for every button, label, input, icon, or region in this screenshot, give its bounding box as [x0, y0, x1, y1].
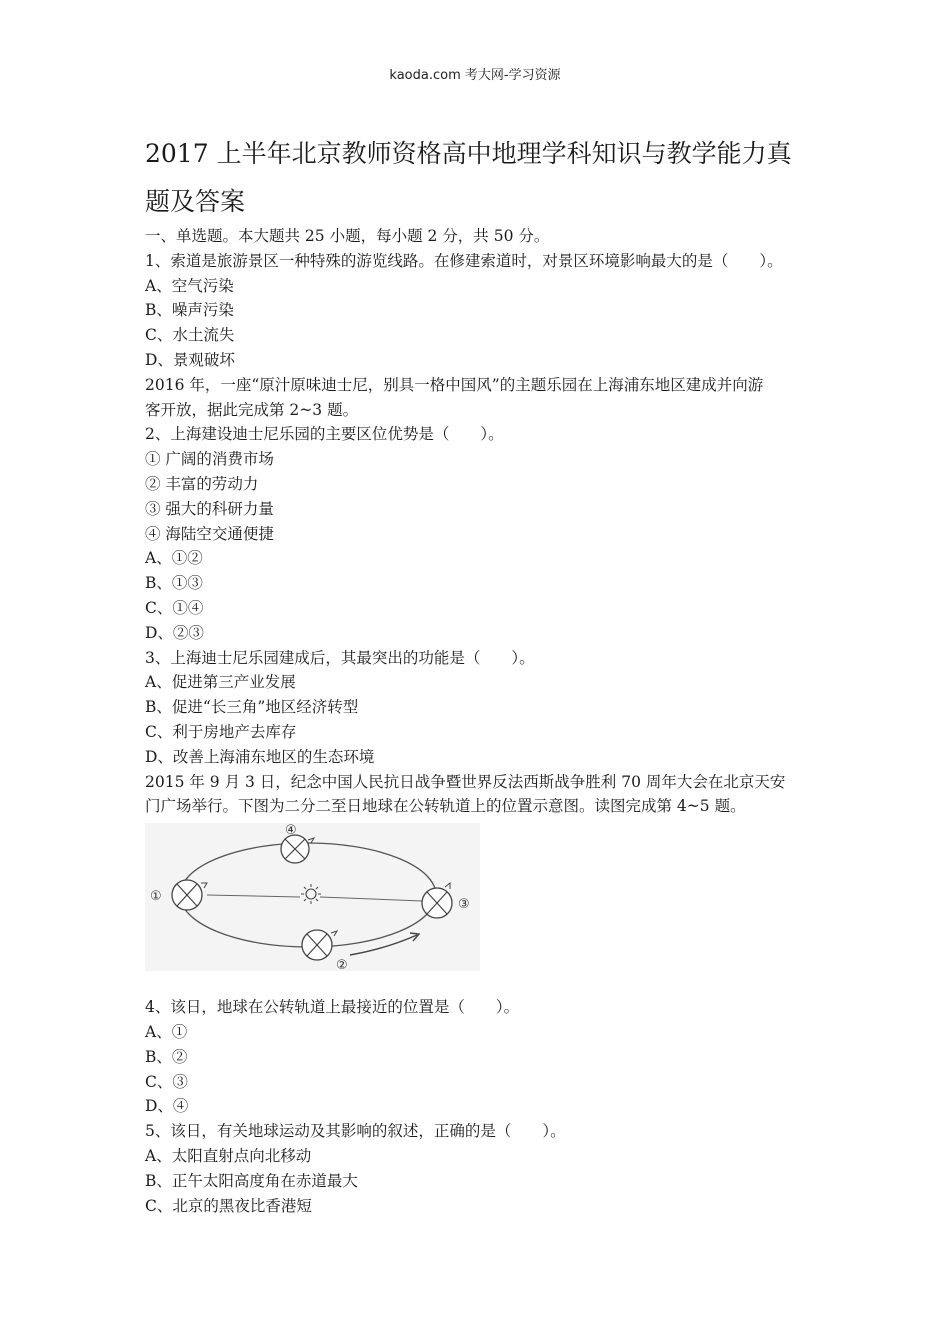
position-label-3: ③ [458, 897, 470, 913]
document-body [145, 224, 810, 1218]
question-4-option-b: B、② [145, 1047, 188, 1066]
passage-1-line-2: 客开放，据此完成第 2~3 题。 [145, 400, 359, 419]
question-4-option-c: C、③ [145, 1072, 188, 1091]
question-2-option-d: D、②③ [145, 623, 204, 642]
position-label-1: ① [150, 889, 162, 905]
question-3-option-d: D、改善上海浦东地区的生态环境 [145, 747, 375, 766]
question-3-option-a: A、促进第三产业发展 [145, 673, 296, 692]
question-1-stem: 1、索道是旅游景区一种特殊的游览线路。在修建索道时，对景区环境影响最大的是（ ）。 [145, 251, 783, 270]
question-4-option-a: A、① [145, 1022, 188, 1041]
title-line-2: 题及答案 [145, 187, 246, 216]
question-1-option-b: B、噪声污染 [145, 301, 234, 320]
question-5-stem: 5、该日，有关地球运动及其影响的叙述，正确的是（ ）。 [145, 1122, 566, 1141]
question-4-stem: 4、该日，地球在公转轨道上最接近的位置是（ ）。 [145, 998, 520, 1017]
question-2-option-a: A、①② [145, 549, 203, 568]
question-5-option-a: A、太阳直射点向北移动 [145, 1146, 312, 1165]
question-2-item-3: ③ 强大的科研力量 [145, 499, 274, 518]
question-2-stem: 2、上海建设迪士尼乐园的主要区位优势是（ ）。 [145, 425, 504, 444]
question-3-stem: 3、上海迪士尼乐园建成后，其最突出的功能是（ ）。 [145, 648, 535, 667]
question-1-option-a: A、空气污染 [145, 276, 234, 295]
question-3-option-b: B、促进“长三角”地区经济转型 [145, 698, 359, 717]
passage-2-line-2: 门广场举行。下图为二分二至日地球在公转轨道上的位置示意图。读图完成第 4~5 题。 [145, 797, 746, 816]
question-5-option-b: B、正午太阳高度角在赤道最大 [145, 1171, 358, 1190]
page-header: kaoda.com 考大网-学习资源 [389, 68, 561, 83]
position-label-4: ④ [285, 823, 297, 839]
passage-2-line-1: 2015 年 9 月 3 日，纪念中国人民抗日战争暨世界反法西斯战争胜利 70 周年大会在北京天安 [145, 772, 786, 791]
question-4-option-d: D、④ [145, 1097, 189, 1116]
question-2-option-b: B、①③ [145, 574, 203, 593]
question-1-option-d: D、景观破坏 [145, 350, 235, 369]
passage-1-line-1: 2016 年，一座“原汁原味迪士尼，别具一格中国风”的主题乐园在上海浦东地区建成并向游 [145, 375, 764, 394]
question-5-option-c: C、北京的黑夜比香港短 [145, 1196, 312, 1215]
position-label-2: ② [336, 958, 348, 972]
document-title [145, 130, 825, 226]
question-2-item-4: ④ 海陆空交通便捷 [145, 524, 274, 543]
earth-orbit-diagram [145, 823, 480, 971]
question-2-item-1: ① 广阔的消费市场 [145, 450, 274, 469]
question-1-option-c: C、水土流失 [145, 326, 235, 345]
section-heading: 一、单选题。本大题共 25 小题，每小题 2 分，共 50 分。 [145, 227, 550, 245]
question-2-item-2: ② 丰富的劳动力 [145, 474, 259, 493]
question-2-option-c: C、①④ [145, 598, 204, 617]
title-line-1: 2017 上半年北京教师资格高中地理学科知识与教学能力真 [145, 139, 792, 168]
question-3-option-c: C、利于房地产去库存 [145, 722, 297, 741]
